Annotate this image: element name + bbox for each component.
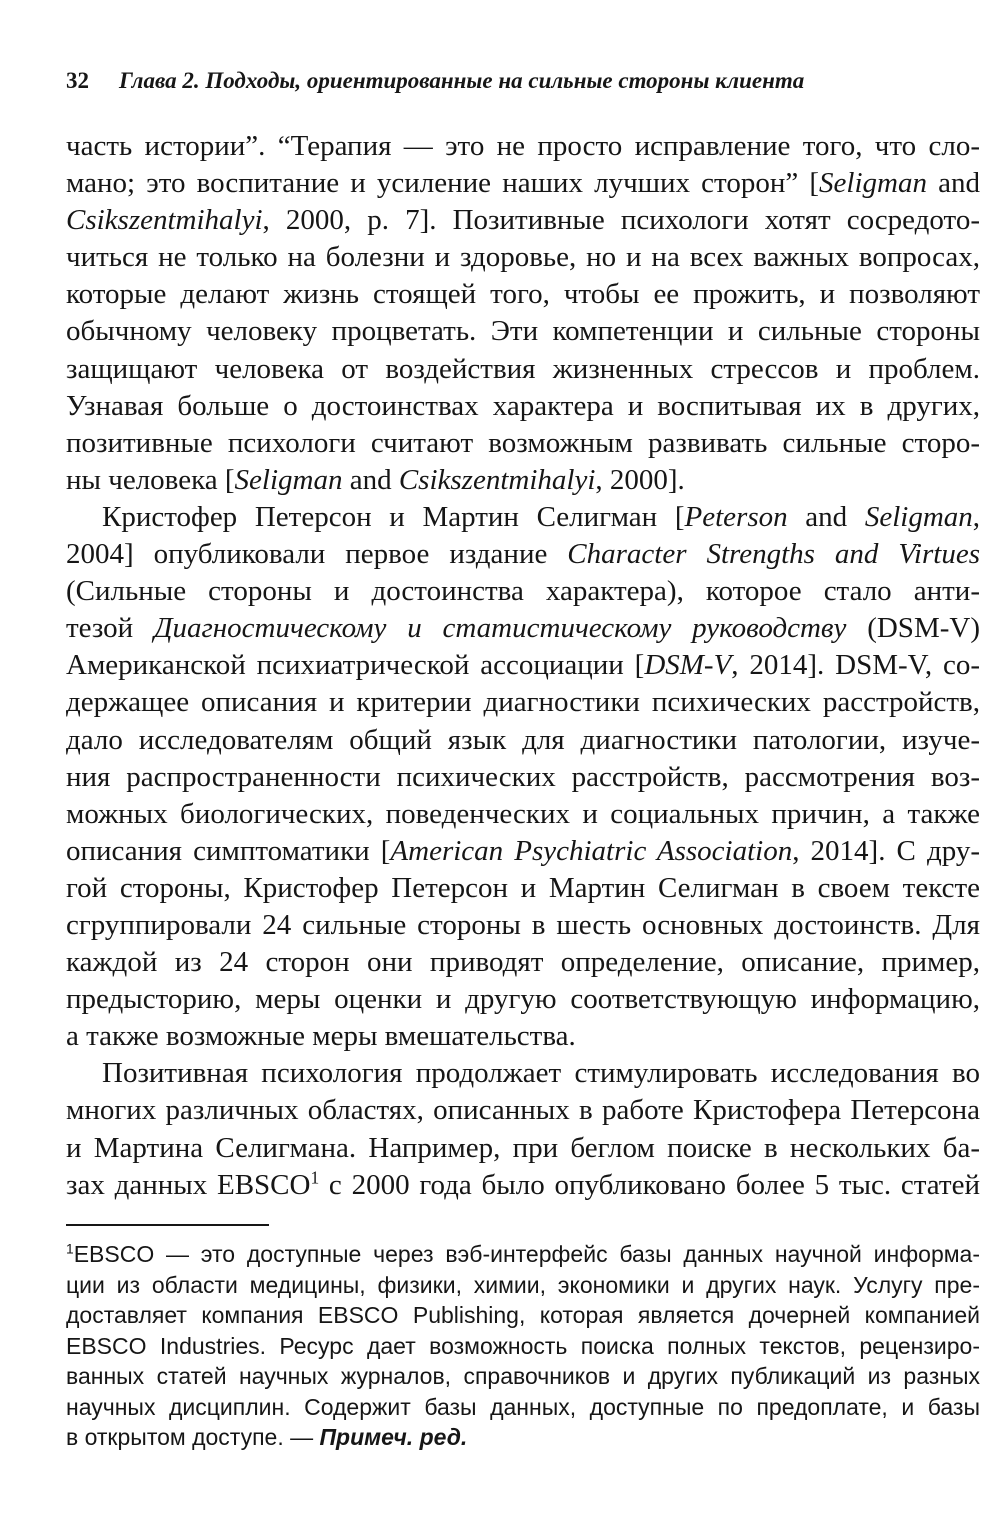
- text-line: мано; это воспитание и усиление наших лучших сторон” [Seligman and: [66, 167, 980, 200]
- text-line: сгруппировали 24 сильные стороны в шесть основных достоинств. Для: [66, 908, 980, 941]
- running-head: [66, 66, 966, 96]
- text-line: обычному человеку процветать. Эти компетенции и сильные стороны: [66, 315, 980, 348]
- editor-note: Примеч. ред.: [319, 1424, 468, 1450]
- text-line: Американской психиатрической ассоциации [DSM-V, 2014]. DSM-V, со-: [66, 649, 980, 682]
- text-line: многих различных областях, описанных в работе Кристофера Петерсона: [66, 1094, 980, 1127]
- book-title: Character Strengths and Virtues: [567, 538, 980, 571]
- paragraph-1: [66, 128, 980, 499]
- text-line: которые делают жизнь стоящей того, чтобы ее прожить, и позволяют: [66, 278, 980, 311]
- citation-author: Csikszentmihalyi: [66, 204, 263, 237]
- paragraph-3: [66, 1055, 980, 1203]
- text-line: Позитивная психология продолжает стимулировать исследования во: [102, 1057, 980, 1090]
- footnote-line: EBSCO Industries. Ресурс дает возможность поиска полных текстов, рецензиро-: [66, 1332, 980, 1359]
- text-line: предысторию, меры оценки и другую соответствующую информацию,: [66, 983, 980, 1016]
- text-line: зах данных EBSCO$^1$ с 2000 года было опубликовано более 5 тыс. статей: [66, 1166, 980, 1201]
- text-line: дало исследователям общий язык для диагностики патологии, изуче-: [66, 723, 980, 756]
- footnote-line: ции из области медицины, физики, химии, экономики и других наук. Услугу пре-: [66, 1271, 980, 1298]
- chapter-title: Глава 2. Подходы, ориентированные на сильные стороны клиента: [119, 68, 805, 93]
- footnote-line: доставляет компания EBSCO Publishing, которая является дочерней компанией: [66, 1302, 980, 1328]
- citation-author: American Psychiatric Association: [390, 834, 793, 867]
- text-line: гой стороны, Кристофер Петерсон и Мартин Селигман в своем тексте: [66, 871, 980, 904]
- footnote-line: [66, 1239, 980, 1270]
- text-line: [66, 202, 980, 239]
- footnote-rule: [66, 1224, 269, 1226]
- paragraph-2: [66, 499, 980, 1055]
- text-line: ны человека [Seligman and Csikszentmihalyi, 2000].: [66, 463, 685, 496]
- footnote-number: 1: [66, 1241, 74, 1257]
- text-line: часть истории”. “Терапия — это не просто исправление того, что сло-: [66, 130, 980, 162]
- text-line: описания симптоматики [American Psychiatric Association, 2014]. С дру-: [66, 834, 981, 867]
- citation-author: Seligman: [864, 500, 973, 533]
- text-line: каждой из 24 сторон они приводят определение, описание, пример,: [66, 946, 980, 979]
- text-line: позитивные психологи считают возможным развивать сильные сторо-: [66, 426, 980, 459]
- citation-author: Seligman: [234, 463, 343, 496]
- body-text: [66, 128, 980, 1204]
- footnote-line: научных дисциплин. Содержит базы данных, доступные по предоплате, и базы: [66, 1393, 980, 1420]
- text-line: можных биологических, поведенческих и социальных причин, а также: [66, 797, 980, 830]
- text-line: Узнавая больше о достоинствах характера и воспитывая их в других,: [66, 389, 980, 422]
- footnote-text: EBSCO — это доступные через вэб-интерфейс базы данных научной информа-: [73, 1241, 980, 1267]
- page-number: 32: [66, 68, 89, 93]
- text-line: читься не только на болезни и здоровье, но и на всех важных вопросах,: [66, 241, 980, 274]
- text-line: а также возможные меры вмешательства.: [66, 1020, 576, 1053]
- text-line: тезой Диагностическому и статистическому руководству (DSM-V): [66, 612, 980, 645]
- footnote-marker: 1: [310, 1166, 320, 1187]
- citation-author: Peterson: [684, 500, 788, 533]
- book-title: Диагностическому и статистическому руководству: [154, 612, 847, 645]
- footnote: [66, 1239, 980, 1453]
- text-line: (Сильные стороны и достоинства характера), которое стало анти-: [66, 575, 980, 608]
- citation-author: DSM-V: [644, 649, 732, 682]
- text-line: ния распространенности психических расстройств, рассмотрения воз-: [66, 760, 980, 793]
- text-fragment: мано; это воспитание и усиление наших лучших сторон” [: [66, 167, 820, 200]
- citation-author: Csikszentmihalyi: [398, 463, 596, 496]
- text-line: Кристофер Петерсон и Мартин Селигман [Peterson and Seligman,: [102, 500, 981, 533]
- footnote-line: в открытом доступе. — Примеч. ред.: [66, 1424, 468, 1450]
- text-line: 2004] опубликовали первое издание Character Strengths and Virtues: [66, 538, 980, 571]
- text-line: и Мартина Селигмана. Например, при беглом поиске в нескольких ба-: [66, 1131, 980, 1164]
- footnote-line: ванных статей научных журналов, справочников и других публикаций из разных: [66, 1363, 980, 1389]
- text-fragment: , 2000, p. 7]. Позитивные психологи хотят сосредото-: [262, 204, 980, 237]
- text-line: держащее описания и критерии диагностики психических расстройств,: [66, 686, 980, 719]
- text-line: защищают человека от воздействия жизненных стрессов и проблем.: [66, 352, 980, 385]
- citation-author: Seligman: [819, 167, 927, 200]
